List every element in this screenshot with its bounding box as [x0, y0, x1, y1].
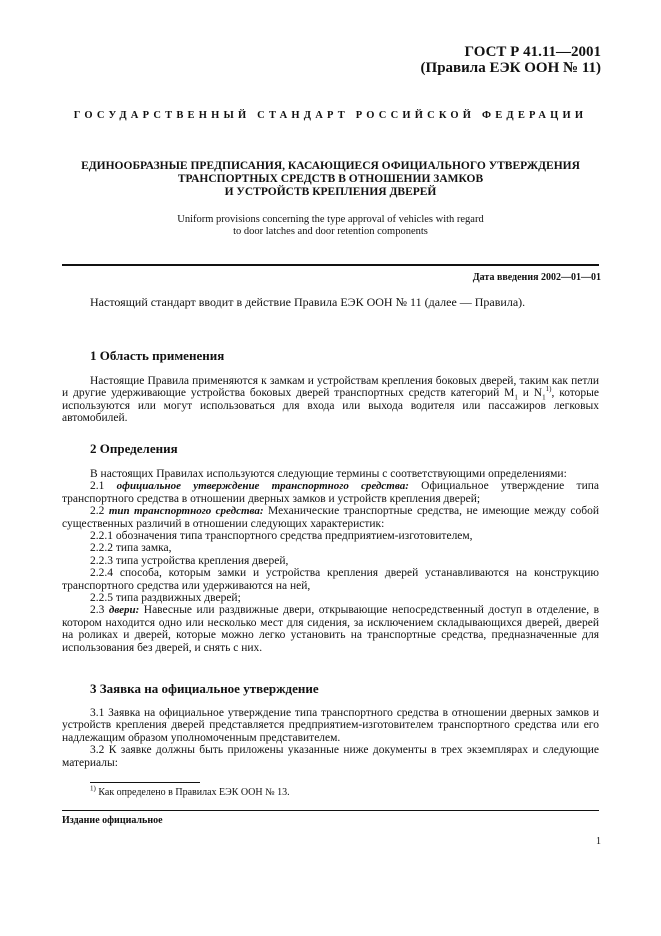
definition-2-2	[62, 505, 599, 530]
category-n-subscript: 1	[542, 393, 546, 402]
document-title-en	[62, 214, 599, 238]
section3-heading: 3 Заявка на официальное утверждение	[90, 681, 319, 696]
intro-paragraph: Настоящий стандарт вводит в действие Правила ЕЭК ООН № 11 (далее — Правила).	[90, 295, 526, 309]
title-en-line2: to door latches and door retention components	[233, 226, 428, 237]
section1-body	[62, 375, 599, 425]
state-standard-heading: ГОСУДАРСТВЕННЫЙ СТАНДАРТ РОССИЙСКОЙ ФЕДЕРАЦИИ	[73, 110, 588, 121]
definition-2-1-number: 2.1	[90, 480, 117, 493]
section2-heading: 2 Определения	[90, 441, 178, 456]
official-edition-label: Издание официальное	[62, 815, 163, 826]
introduction-date: Дата введения 2002—01—01	[472, 272, 601, 283]
title-ru-line3: И УСТРОЙСТВ КРЕПЛЕНИЯ ДВЕРЕЙ	[224, 186, 437, 198]
header-divider	[62, 264, 599, 266]
definition-2-2-text: Механические транспортные средства, не имеющие между собой существенных различий в отношении следующих характеристик:	[62, 505, 600, 530]
definition-2-1-text: Официальное утверждение типа транспортного средства в отношении дверных замков и устройств крепления дверей;	[62, 480, 599, 505]
item-2-2-5: 2.2.5 типа раздвижных дверей;	[90, 592, 241, 605]
section1-text-c: , которые используются или могут использоваться для входа или выхода водителя или пассажиров легковых автомобилей.	[62, 387, 599, 425]
section2-intro: В настоящих Правилах используются следующие термины с соответствующими определениями:	[90, 468, 567, 480]
item-2-2-3: 2.2.3 типа устройства крепления дверей,	[90, 554, 289, 567]
item-2-2-4: 2.2.4 способа, которым замки и устройства крепления дверей устанавливаются на конструкцию транспортного средства или удерживаются на ней,	[62, 567, 599, 592]
document-title-ru	[62, 160, 599, 199]
title-en-line1: Uniform provisions concerning the type approval of vehicles with regard	[177, 214, 484, 225]
standard-code-line2: (Правила ЕЭК ООН № 11)	[420, 60, 601, 76]
item-2-2-1: 2.2.1 обозначения типа транспортного средства предприятием-изготовителем,	[90, 530, 473, 543]
paragraph-3-2: 3.2 К заявке должны быть приложены указанные ниже документы в трех экземплярах и следующие материалы:	[62, 744, 599, 769]
footnote	[90, 784, 290, 798]
definition-2-1-term: официальное утверждение транспортного средства:	[116, 480, 409, 493]
standard-code-line1: ГОСТ Р 41.11—2001	[464, 44, 601, 60]
item-2-2-2: 2.2.2 типа замка,	[90, 542, 172, 555]
definition-2-3-number: 2.3	[90, 604, 109, 617]
definition-2-3-text: Навесные или раздвижные двери, открывающие непосредственный доступ в отделение, в котором находится одно или несколько мест для сидения, за исключением складывающихся дверей, дверей на роликах и дверей, которые можно легко установить на транспортные средства, предназначенные для использования без дверей, и снять с них.	[62, 604, 600, 654]
section3-body	[62, 707, 599, 769]
section1-text-a: Настоящие Правила применяются к замкам и устройствам крепления боковых дверей, таким как петли и другие удерживающие устройства боковых дверей транспортных средств категорий M	[62, 375, 599, 400]
title-ru-line2: ТРАНСПОРТНЫХ СРЕДСТВ В ОТНОШЕНИИ ЗАМКОВ	[177, 173, 484, 185]
section1-text-b: и N	[517, 387, 543, 400]
paragraph-3-1: 3.1 Заявка на официальное утверждение типа транспортного средства в отношении дверных замков и устройств крепления дверей представляется предприятием-изготовителем транспортного средства или его надлежащим образом уполномоченным представителем.	[62, 707, 599, 744]
footnote-reference: 1)	[545, 385, 552, 394]
definition-2-1	[62, 480, 599, 505]
definition-2-2-number: 2.2	[90, 505, 109, 518]
footnote-mark: 1)	[90, 784, 96, 793]
definition-2-2-term: тип транспортного средства:	[108, 505, 264, 518]
section1-paragraph	[62, 375, 599, 425]
page-number: 1	[596, 836, 601, 847]
section2-body	[62, 468, 599, 654]
title-ru-line1: ЕДИНООБРАЗНЫЕ ПРЕДПИСАНИЯ, КАСАЮЩИЕСЯ ОФИЦИАЛЬНОГО УТВЕРЖДЕНИЯ	[81, 160, 580, 172]
section1-heading: 1 Область применения	[90, 348, 225, 363]
footnote-divider	[90, 782, 200, 783]
standard-code	[421, 44, 601, 76]
definition-2-3-term: двери:	[108, 604, 140, 617]
definition-2-3	[62, 604, 599, 654]
footnote-text: Как определено в Правилах ЕЭК ООН № 13.	[95, 787, 290, 798]
edition-divider	[62, 810, 599, 811]
category-m-subscript: 1	[514, 393, 518, 402]
